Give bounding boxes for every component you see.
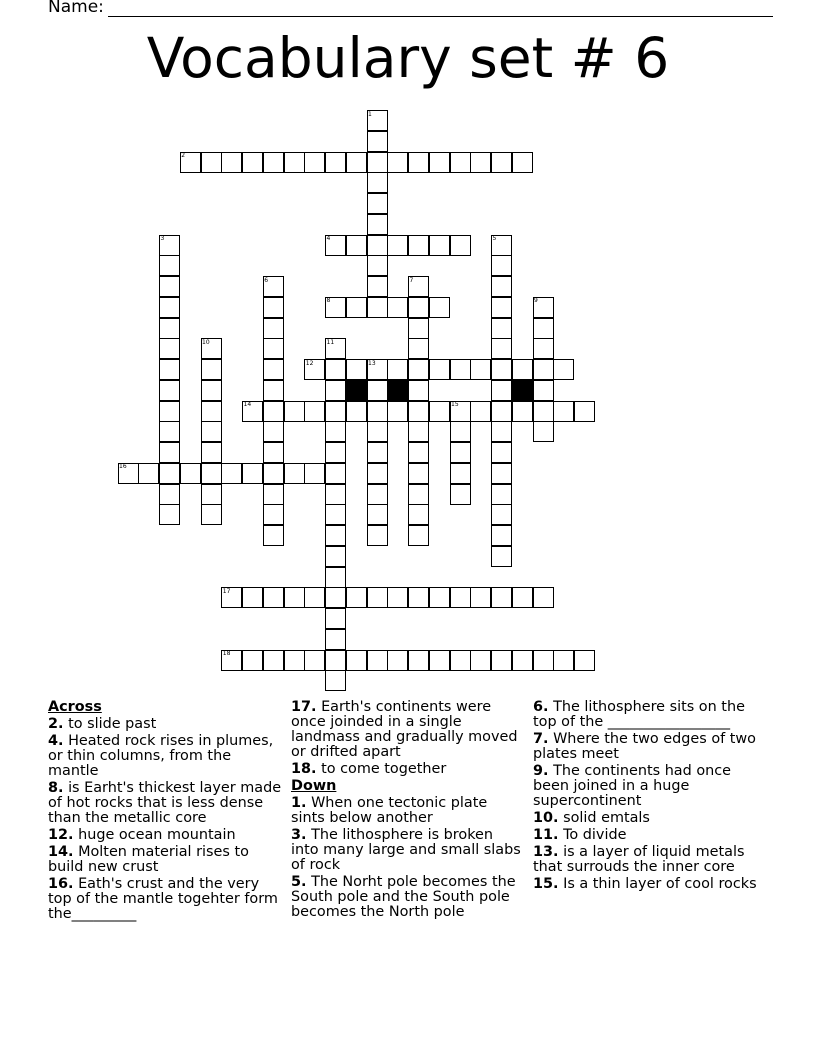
grid-cell[interactable]	[367, 131, 388, 152]
grid-cell[interactable]	[533, 401, 554, 422]
grid-cell[interactable]	[159, 484, 180, 505]
grid-cell[interactable]	[263, 359, 284, 380]
grid-cell[interactable]	[408, 359, 429, 380]
grid-cell[interactable]	[429, 650, 450, 671]
grid-cell[interactable]	[533, 587, 554, 608]
grid-cell[interactable]	[450, 421, 471, 442]
across-heading: Across	[48, 699, 102, 715]
clue-number: 4	[326, 235, 331, 242]
grid-cell[interactable]	[367, 276, 388, 297]
grid-cell[interactable]	[346, 587, 367, 608]
grid-cell[interactable]	[304, 152, 325, 173]
grid-cell[interactable]	[553, 401, 574, 422]
grid-cell[interactable]	[263, 587, 284, 608]
clue-number: 18	[222, 650, 231, 657]
grid-cell[interactable]	[491, 401, 512, 422]
grid-cell[interactable]	[346, 152, 367, 173]
grid-cell[interactable]	[387, 235, 408, 256]
grid-cell[interactable]	[491, 650, 512, 671]
grid-cell[interactable]	[242, 463, 263, 484]
grid-cell[interactable]	[429, 297, 450, 318]
grid-cell[interactable]	[263, 318, 284, 339]
grid-cell[interactable]	[367, 525, 388, 546]
grid-cell[interactable]	[553, 650, 574, 671]
grid-cell[interactable]	[387, 401, 408, 422]
clue-number: 11	[326, 338, 335, 346]
grid-cell[interactable]	[574, 401, 595, 422]
grid-cell[interactable]	[263, 401, 284, 422]
grid-cell[interactable]	[325, 421, 346, 442]
grid-cell[interactable]	[367, 380, 388, 401]
grid-cell[interactable]	[304, 401, 325, 422]
grid-cell[interactable]	[159, 401, 180, 422]
grid-cell[interactable]	[159, 255, 180, 276]
grid-cell[interactable]	[553, 359, 574, 380]
down-clue-9: 9. The continents had once been joined in a huge supercontinent	[533, 763, 732, 809]
grid-cell[interactable]	[367, 255, 388, 276]
grid-cell[interactable]	[491, 255, 512, 276]
clue-number: 6	[264, 276, 269, 284]
grid-cell[interactable]	[325, 670, 346, 691]
grid-cell[interactable]	[325, 650, 346, 671]
down-clue-6: 6. The lithosphere sits on the top of the _________________	[533, 699, 745, 730]
grid-cell[interactable]	[159, 318, 180, 339]
clue-number: 16	[119, 463, 127, 471]
grid-cell[interactable]	[491, 297, 512, 318]
grid-cell[interactable]	[450, 587, 471, 608]
grid-cell[interactable]	[429, 235, 450, 256]
grid-cell[interactable]	[429, 401, 450, 422]
grid-cell[interactable]	[325, 484, 346, 505]
clue-number: 9	[534, 297, 538, 305]
grid-cell[interactable]	[325, 442, 346, 463]
grid-cell[interactable]	[304, 463, 325, 484]
grid-cell[interactable]	[159, 380, 180, 401]
clue-number: 5	[492, 235, 497, 242]
grid-cell[interactable]	[325, 587, 346, 608]
grid-cell[interactable]	[408, 484, 429, 505]
grid-cell[interactable]	[408, 504, 429, 525]
grid-cell[interactable]	[470, 152, 491, 173]
grid-cell[interactable]	[367, 587, 388, 608]
grid-cell[interactable]	[367, 172, 388, 193]
grid-cell[interactable]	[408, 152, 429, 173]
grid-cell[interactable]	[263, 504, 284, 525]
clue-number: 17	[222, 587, 231, 595]
down-clue-5: 5. The Norht pole becomes the South pole and the South pole becomes the North pole	[291, 874, 516, 920]
grid-cell[interactable]	[159, 442, 180, 463]
grid-cell[interactable]	[201, 442, 222, 463]
grid-cell[interactable]	[159, 338, 180, 359]
across-clue-17: 17. Earth's continents were once joinded in a single landmass and gradually moved or drifted apart	[291, 699, 518, 760]
grid-cell[interactable]	[512, 152, 533, 173]
clue-column-1	[48, 700, 282, 924]
grid-cell[interactable]	[408, 318, 429, 339]
across-clue-18: 18. to come together	[291, 761, 447, 777]
grid-cell[interactable]	[491, 504, 512, 525]
clue-number: 13	[368, 359, 376, 367]
grid-cell[interactable]	[450, 235, 471, 256]
grid-cell[interactable]	[242, 650, 263, 671]
grid-cell[interactable]	[512, 401, 533, 422]
grid-cell[interactable]	[470, 359, 491, 380]
grid-cell[interactable]	[450, 442, 471, 463]
grid-cell[interactable]	[512, 650, 533, 671]
grid-cell[interactable]	[367, 421, 388, 442]
grid-cell[interactable]	[533, 380, 554, 401]
clue-column-3	[533, 700, 769, 894]
grid-cell[interactable]	[367, 152, 388, 173]
grid-cell[interactable]	[533, 338, 554, 359]
grid-cell[interactable]	[201, 484, 222, 505]
grid-cell[interactable]	[491, 338, 512, 359]
grid-cell[interactable]	[408, 463, 429, 484]
clue-number: 10	[202, 338, 210, 346]
grid-cell[interactable]	[491, 525, 512, 546]
grid-cell[interactable]	[408, 297, 429, 318]
grid-cell[interactable]	[408, 525, 429, 546]
grid-cell[interactable]	[325, 504, 346, 525]
grid-cell[interactable]	[263, 338, 284, 359]
grid-cell[interactable]	[221, 152, 242, 173]
grid-cell[interactable]	[491, 463, 512, 484]
clue-number: 7	[409, 276, 414, 284]
grid-cell[interactable]	[533, 359, 554, 380]
grid-cell[interactable]	[367, 650, 388, 671]
grid-cell[interactable]	[533, 421, 554, 442]
grid-cell[interactable]	[408, 401, 429, 422]
clue-number: 12	[305, 359, 314, 367]
grid-cell[interactable]	[367, 193, 388, 214]
grid-cell[interactable]	[429, 587, 450, 608]
grid-cell[interactable]	[159, 359, 180, 380]
grid-cell[interactable]	[450, 463, 471, 484]
grid-cell[interactable]	[304, 650, 325, 671]
grid-cell[interactable]	[325, 629, 346, 650]
grid-cell[interactable]	[491, 359, 512, 380]
grid-cell[interactable]	[491, 484, 512, 505]
grid-cell[interactable]	[263, 525, 284, 546]
across-clue-16: 16. Eath's crust and the very top of the mantle togehter form the_________	[48, 876, 278, 922]
across-clue-4: 4. Heated rock rises in plumes, or thin columns, from the mantle	[48, 733, 274, 779]
grid-cell[interactable]	[325, 152, 346, 173]
clue-number: 14	[243, 401, 252, 408]
grid-cell[interactable]	[159, 276, 180, 297]
down-clue-13: 13. is a layer of liquid metals that surrouds the inner core	[533, 844, 745, 875]
down-clue-10: 10. solid emtals	[533, 810, 650, 826]
clue-number: 15	[451, 401, 459, 408]
page-title: Vocabulary set # 6	[146, 26, 670, 90]
grid-cell[interactable]	[470, 401, 491, 422]
grid-cell[interactable]	[201, 401, 222, 422]
down-clue-3: 3. The lithosphere is broken into many large and small slabs of rock	[291, 827, 521, 873]
grid-cell[interactable]	[201, 504, 222, 525]
grid-cell[interactable]	[263, 484, 284, 505]
grid-cell[interactable]	[491, 276, 512, 297]
grid-cell[interactable]	[367, 235, 388, 256]
grid-cell[interactable]	[450, 484, 471, 505]
grid-cell[interactable]	[429, 359, 450, 380]
grid-cell[interactable]	[325, 567, 346, 588]
grid-cell[interactable]	[159, 463, 180, 484]
grid-cell[interactable]	[201, 463, 222, 484]
grid-cell[interactable]	[408, 421, 429, 442]
grid-cell[interactable]	[387, 587, 408, 608]
grid-cell[interactable]	[325, 401, 346, 422]
grid-cell[interactable]	[367, 484, 388, 505]
grid-cell[interactable]	[491, 442, 512, 463]
grid-cell[interactable]	[346, 235, 367, 256]
grid-cell[interactable]	[201, 421, 222, 442]
grid-cell[interactable]	[491, 421, 512, 442]
black-cell	[346, 380, 367, 401]
grid-cell[interactable]	[367, 442, 388, 463]
grid-cell[interactable]	[284, 587, 305, 608]
grid-cell[interactable]	[304, 587, 325, 608]
grid-cell[interactable]	[387, 650, 408, 671]
grid-cell[interactable]	[408, 442, 429, 463]
grid-cell[interactable]	[201, 152, 222, 173]
grid-cell[interactable]	[387, 359, 408, 380]
clue-column-2	[291, 700, 521, 922]
down-clue-7: 7. Where the two edges of two plates meet	[533, 731, 756, 762]
across-clue-2: 2. to slide past	[48, 716, 157, 732]
grid-cell[interactable]	[159, 421, 180, 442]
grid-cell[interactable]	[346, 401, 367, 422]
grid-cell[interactable]	[263, 650, 284, 671]
grid-cell[interactable]	[367, 401, 388, 422]
grid-cell[interactable]	[242, 152, 263, 173]
grid-cell[interactable]	[221, 463, 242, 484]
black-cell	[387, 380, 408, 401]
grid-cell[interactable]	[242, 587, 263, 608]
grid-cell[interactable]	[408, 587, 429, 608]
clue-number: 1	[368, 110, 372, 118]
grid-cell[interactable]	[325, 463, 346, 484]
grid-cell[interactable]	[263, 421, 284, 442]
clue-number: 3	[160, 235, 165, 242]
name-label: Name:	[48, 0, 104, 17]
down-clue-1: 1. When one tectonic plate sints below another	[291, 795, 488, 826]
grid-cell[interactable]	[408, 380, 429, 401]
across-clue-12: 12. huge ocean mountain	[48, 827, 236, 843]
grid-cell[interactable]	[325, 525, 346, 546]
grid-cell[interactable]	[491, 546, 512, 567]
grid-cell[interactable]	[263, 442, 284, 463]
grid-cell[interactable]	[325, 359, 346, 380]
grid-cell[interactable]	[491, 318, 512, 339]
grid-cell[interactable]	[367, 504, 388, 525]
grid-cell[interactable]	[159, 297, 180, 318]
grid-cell[interactable]	[367, 297, 388, 318]
grid-cell[interactable]	[450, 152, 471, 173]
grid-cell[interactable]	[201, 359, 222, 380]
grid-cell[interactable]	[284, 152, 305, 173]
grid-cell[interactable]	[408, 338, 429, 359]
grid-cell[interactable]	[325, 608, 346, 629]
down-clue-15: 15. Is a thin layer of cool rocks	[533, 876, 757, 892]
grid-cell[interactable]	[470, 587, 491, 608]
grid-cell[interactable]	[512, 359, 533, 380]
grid-cell[interactable]	[387, 297, 408, 318]
grid-cell[interactable]	[450, 359, 471, 380]
grid-cell[interactable]	[346, 297, 367, 318]
grid-cell[interactable]	[491, 152, 512, 173]
grid-cell[interactable]	[533, 650, 554, 671]
grid-cell[interactable]	[138, 463, 159, 484]
down-heading: Down	[291, 778, 337, 794]
grid-cell[interactable]	[470, 650, 491, 671]
grid-cell[interactable]	[346, 650, 367, 671]
grid-cell[interactable]	[408, 650, 429, 671]
grid-cell[interactable]	[284, 401, 305, 422]
grid-cell[interactable]	[429, 152, 450, 173]
down-clue-11: 11. To divide	[533, 827, 627, 843]
grid-cell[interactable]	[325, 380, 346, 401]
grid-cell[interactable]	[159, 504, 180, 525]
grid-cell[interactable]	[263, 380, 284, 401]
black-cell	[512, 380, 533, 401]
grid-cell[interactable]	[367, 463, 388, 484]
grid-cell[interactable]	[367, 214, 388, 235]
grid-cell[interactable]	[491, 380, 512, 401]
grid-cell[interactable]	[512, 587, 533, 608]
grid-cell[interactable]	[387, 152, 408, 173]
grid-cell[interactable]	[284, 650, 305, 671]
grid-cell[interactable]	[284, 463, 305, 484]
grid-cell[interactable]	[201, 380, 222, 401]
grid-cell[interactable]	[263, 463, 284, 484]
across-clue-14: 14. Molten material rises to build new crust	[48, 844, 249, 875]
grid-cell[interactable]	[263, 152, 284, 173]
grid-cell[interactable]	[533, 318, 554, 339]
grid-cell[interactable]	[574, 650, 595, 671]
grid-cell[interactable]	[180, 463, 201, 484]
grid-cell[interactable]	[346, 359, 367, 380]
across-clue-8: 8. is Earht's thickest layer made of hot rocks that is less dense than the metallic core	[48, 780, 282, 826]
clue-number: 2	[181, 152, 186, 159]
grid-cell[interactable]	[491, 587, 512, 608]
grid-cell[interactable]	[325, 546, 346, 567]
grid-cell[interactable]	[450, 650, 471, 671]
grid-cell[interactable]	[263, 297, 284, 318]
clue-number: 8	[326, 297, 331, 305]
grid-cell[interactable]	[408, 235, 429, 256]
